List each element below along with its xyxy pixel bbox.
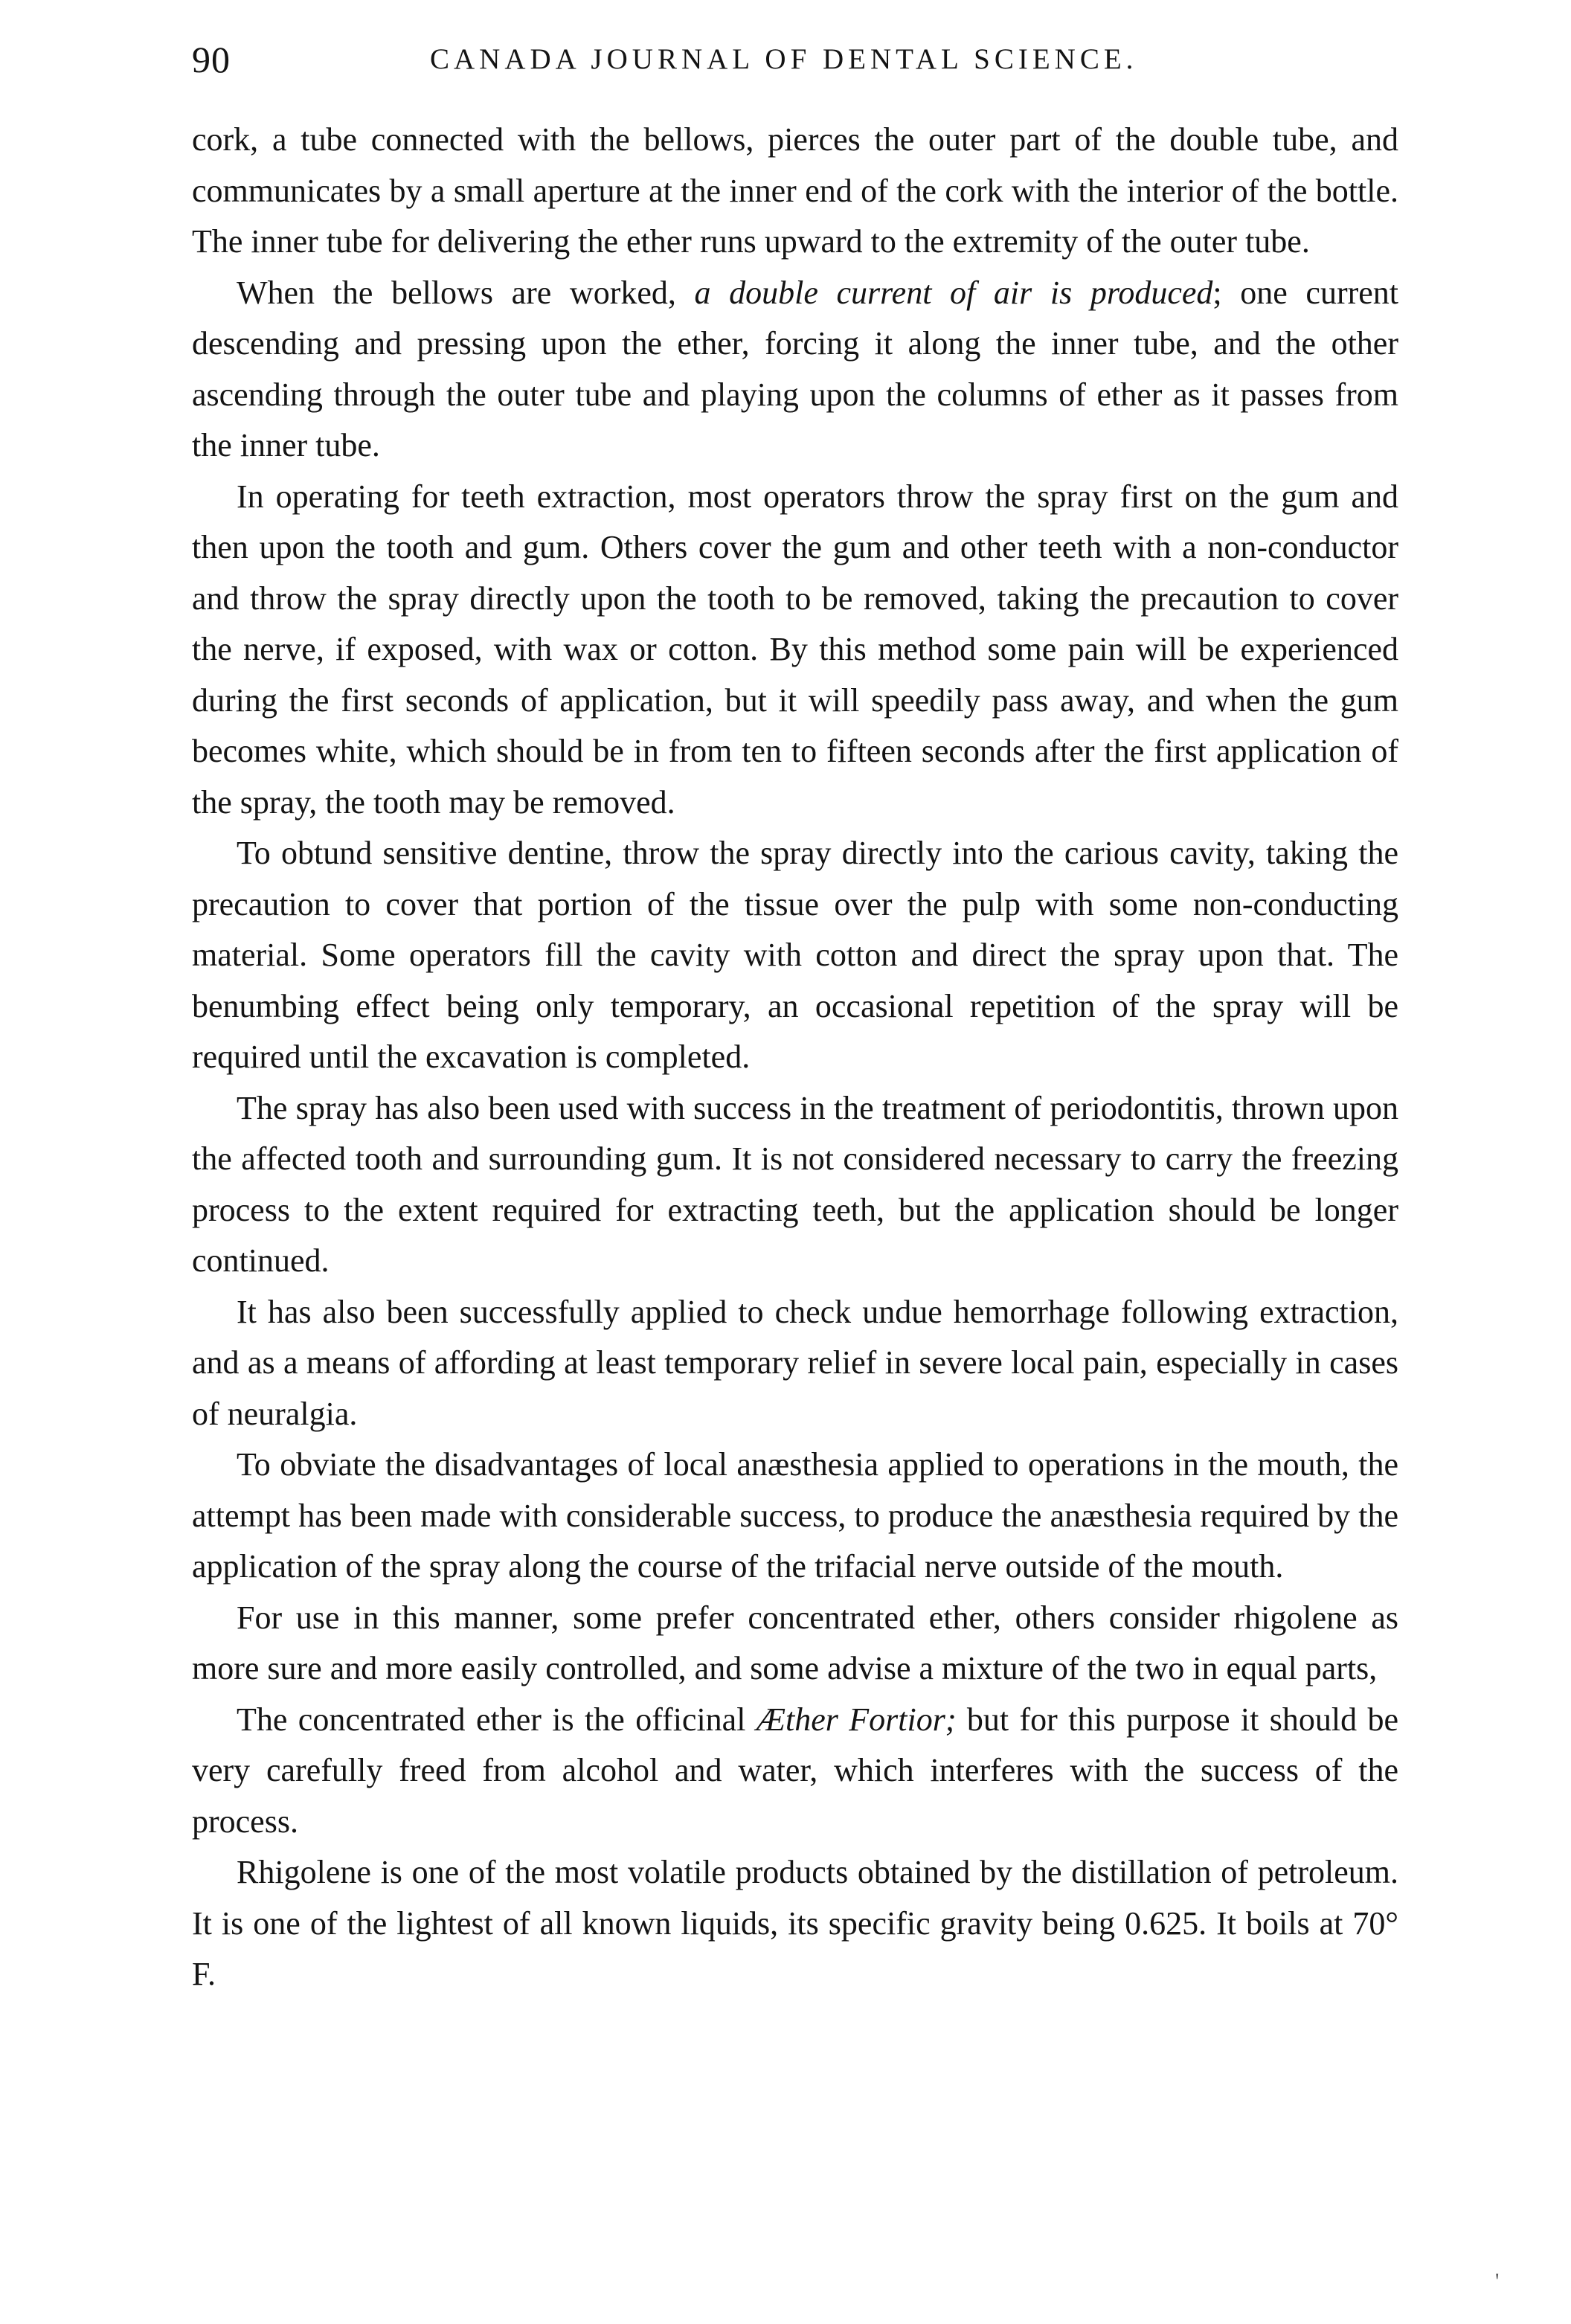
page-header xyxy=(192,30,1412,89)
emphasis-text: Æther Fortior; xyxy=(756,1701,957,1738)
body-text xyxy=(192,115,1398,2000)
paragraph-text: cork, a tube connected with the bellows, pierces the outer part of the double tube, and communicates by a small aperture at the inner end of the cork with the interior of the bottle. The inner tube for delivering the ether runs upward to the extremity of the outer tube. xyxy=(192,121,1398,260)
paragraph-2 xyxy=(192,268,1398,472)
paragraph-text: It has also been successfully applied to check undue hemorrhage following extraction, and as a means of affording at least temporary relief in severe local pain, especially in cases of neuralgia. xyxy=(192,1293,1398,1432)
paragraph-text: When the bellows are worked, xyxy=(237,274,695,311)
paragraph-text: The spray has also been used with success in the treatment of periodontitis, thrown upon the affected tooth and surrounding gum. It is not considered necessary to carry the freezing process to the extent required for extracting teeth, but the application should be longer continued. xyxy=(192,1089,1398,1279)
paragraph-text: To obtund sensitive dentine, throw the spray directly into the carious cavity, taking the precaution to cover that portion of the tissue over the pulp with some non-conducting material. Some operators fill the cavity with cotton and direct the spray upon that. The benumbing effect being only temporary, an occasional repetition of the spray will be required until the excavation is completed. xyxy=(192,835,1398,1075)
page-number: 90 xyxy=(192,39,231,80)
emphasis-text: a double current of air is produced xyxy=(694,274,1213,311)
paragraph-10 xyxy=(192,1847,1398,2000)
stray-print-mark: ' xyxy=(1495,2269,1500,2293)
paragraph-text: The concentrated ether is the officinal xyxy=(237,1701,756,1738)
paragraph-8 xyxy=(192,1593,1398,1695)
running-title: CANADA JOURNAL OF DENTAL SCIENCE. xyxy=(430,43,1138,75)
paragraph-5 xyxy=(192,1083,1398,1287)
paragraph-text: For use in this manner, some prefer concentrated ether, others consider rhigolene as more sure and more easily controlled, and some advise a mixture of the two in equal parts, xyxy=(192,1599,1398,1686)
paragraph-text: ; one current descending and pressing upon the ether, forcing it along the inner tube, and the other ascending through the outer tube and playing upon the columns of ether as it passes from the inner tube. xyxy=(192,274,1399,463)
paragraph-text: In operating for teeth extraction, most operators throw the spray first on the gum and then upon the tooth and gum. Others cover the gum and other teeth with a non-conductor and throw the spray directly upon the tooth to be removed, taking the precaution to cover the nerve, if exposed, with wax or cotton. By this method some pain will be experienced during the first seconds of application, but it will speedily pass away, and when the gum becomes white, which should be in from ten to fifteen seconds after the first application of the spray, the tooth may be removed. xyxy=(192,478,1398,821)
paragraph-4 xyxy=(192,828,1398,1083)
paragraph-text: Rhigolene is one of the most volatile products obtained by the distillation of petroleum. It is one of the lightest of all known liquids, its specific gravity being 0.625. It boils at 70° F. xyxy=(192,1854,1398,1992)
paragraph-text: To obviate the disadvantages of local anæsthesia applied to operations in the mouth, the attempt has been made with considerable success, to produce the anæsthesia required by the application of the spray along the course of the trifacial nerve outside of the mouth. xyxy=(192,1446,1398,1585)
paragraph-9 xyxy=(192,1695,1398,1848)
paragraph-text: but for this purpose it should be very carefully freed from alcohol and water, which interferes with the success of the process. xyxy=(192,1701,1398,1840)
paragraph-6 xyxy=(192,1287,1398,1440)
paragraph-7 xyxy=(192,1439,1398,1593)
paragraph-3 xyxy=(192,472,1398,829)
paragraph-1 xyxy=(192,115,1398,268)
